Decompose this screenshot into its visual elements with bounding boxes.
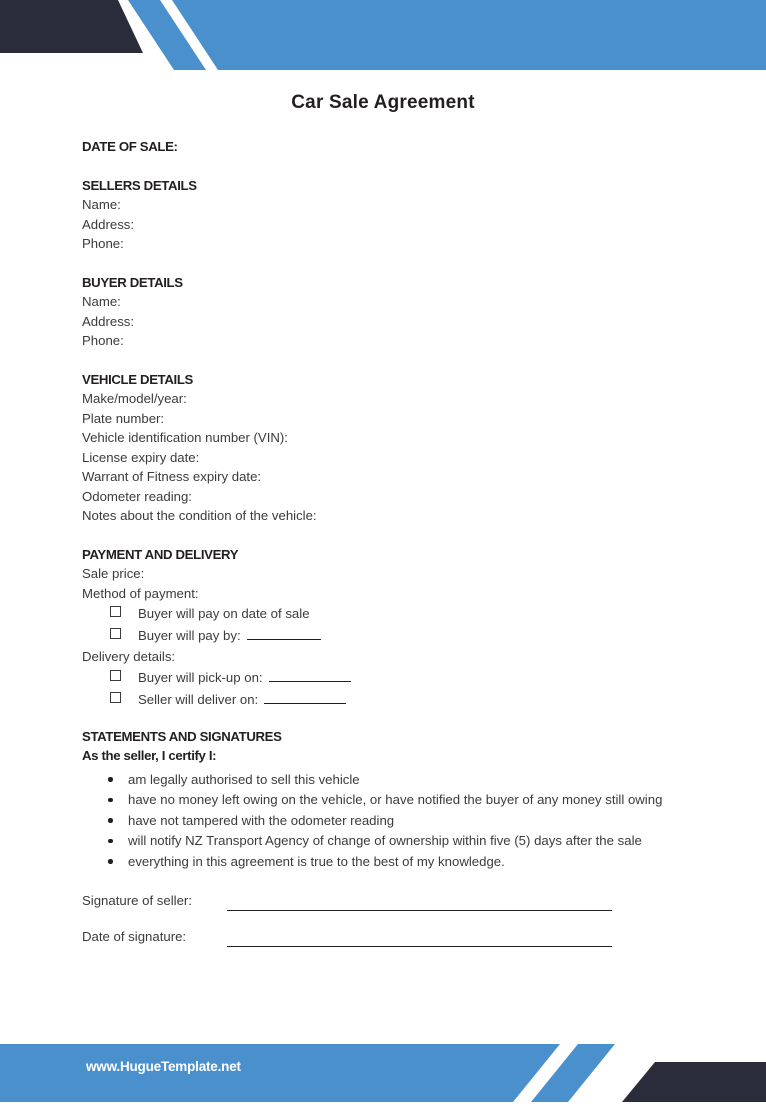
section-date-of-sale	[82, 137, 692, 157]
statements-bullet-list	[82, 770, 692, 873]
signature-of-seller-label: Signature of seller:	[82, 893, 192, 908]
list-item-text: have not tampered with the odometer reading	[128, 812, 395, 828]
payment-heading: PAYMENT AND DELIVERY	[82, 546, 239, 562]
spacer	[82, 526, 692, 545]
bullet-icon	[108, 777, 113, 782]
vehicle-details-heading: VEHICLE DETAILS	[82, 371, 194, 387]
bullet-icon	[108, 839, 113, 844]
spacer	[82, 872, 692, 891]
delivery-option-seller-deliver[interactable]	[82, 689, 692, 711]
date-of-signature-label: Date of signature:	[82, 929, 187, 944]
statements-subheading: As the seller, I certify I:	[82, 748, 217, 763]
delivery-option-label: Buyer will pick-up on:	[138, 669, 263, 685]
section-sellers-details	[82, 176, 692, 254]
spacer	[82, 911, 692, 927]
sellers-field-phone: Phone:	[82, 236, 124, 251]
delivery-option-buyer-pickup[interactable]	[82, 667, 692, 689]
date-of-signature-field[interactable]	[227, 933, 612, 947]
payment-option-pay-on-date[interactable]	[82, 603, 692, 625]
footer-blue-band	[0, 1044, 560, 1102]
footer-website-url[interactable]: www.HugueTemplate.net	[86, 1059, 241, 1074]
date-of-sale-heading: DATE OF SALE:	[82, 139, 178, 154]
payment-method-label: Method of payment:	[82, 585, 199, 601]
vehicle-field-wof-expiry: Warrant of Fitness expiry date:	[82, 469, 262, 484]
list-item-text: everything in this agreement is true to the best of my knowledge.	[128, 853, 505, 869]
vehicle-field-odometer: Odometer reading:	[82, 488, 192, 504]
buyer-details-heading: BUYER DETAILS	[82, 274, 183, 290]
spacer	[82, 254, 692, 273]
header-navy-shape	[0, 0, 143, 53]
sellers-field-address: Address:	[82, 216, 135, 232]
list-item	[82, 770, 692, 791]
vehicle-field-make-model-year: Make/model/year:	[82, 391, 187, 406]
signature-of-seller-field[interactable]	[227, 897, 612, 911]
list-item	[82, 831, 692, 852]
list-item-text: will notify NZ Transport Agency of change of ownership within five (5) days after the sale	[128, 833, 642, 848]
buyer-field-phone: Phone:	[82, 333, 124, 348]
delivery-deliver-blank[interactable]	[264, 691, 346, 704]
document-body	[82, 137, 692, 947]
vehicle-field-license-expiry: License expiry date:	[82, 449, 200, 465]
payment-option-label: Buyer will pay on date of sale	[138, 606, 310, 621]
page-title: Car Sale Agreement	[291, 92, 475, 113]
section-vehicle-details	[82, 370, 692, 526]
section-buyer-details	[82, 273, 692, 351]
section-payment-and-delivery	[82, 545, 692, 711]
header-decoration	[0, 0, 766, 75]
list-item	[82, 852, 692, 873]
spacer	[82, 157, 692, 176]
sellers-field-name: Name:	[82, 197, 121, 212]
section-signature-lines	[82, 891, 692, 947]
spacer	[82, 351, 692, 370]
signature-of-seller-row	[82, 891, 692, 911]
delivery-pickup-blank[interactable]	[269, 669, 351, 682]
checkbox-icon[interactable]	[110, 692, 121, 703]
list-item	[82, 811, 692, 832]
vehicle-field-plate-number: Plate number:	[82, 410, 165, 426]
vehicle-field-condition-notes: Notes about the condition of the vehicle:	[82, 508, 317, 523]
bullet-icon	[108, 798, 113, 803]
vehicle-field-vin: Vehicle identification number (VIN):	[82, 430, 288, 445]
bullet-icon	[108, 818, 113, 823]
payment-sale-price-label: Sale price:	[82, 566, 145, 581]
spacer	[82, 711, 692, 727]
list-item-text: am legally authorised to sell this vehicle	[128, 771, 360, 787]
bullet-icon	[108, 859, 113, 864]
header-blue-band	[172, 0, 766, 70]
checkbox-icon[interactable]	[110, 670, 121, 681]
statements-heading: STATEMENTS AND SIGNATURES	[82, 728, 282, 744]
section-statements-and-signatures	[82, 727, 692, 873]
footer-navy-shape	[622, 1062, 766, 1102]
payment-pay-by-blank[interactable]	[247, 627, 321, 640]
buyer-field-name: Name:	[82, 294, 121, 309]
payment-option-pay-by[interactable]	[82, 625, 692, 647]
checkbox-icon[interactable]	[110, 628, 121, 639]
list-item	[82, 790, 692, 811]
checkbox-icon[interactable]	[110, 606, 121, 617]
date-of-signature-row	[82, 927, 692, 947]
delivery-details-label: Delivery details:	[82, 649, 176, 664]
sellers-details-heading: SELLERS DETAILS	[82, 177, 197, 193]
payment-option-label: Buyer will pay by:	[138, 628, 241, 643]
buyer-field-address: Address:	[82, 313, 135, 329]
delivery-option-label: Seller will deliver on:	[138, 691, 259, 707]
list-item-text: have no money left owing on the vehicle, or have notified the buyer of any money still owing	[128, 792, 663, 807]
